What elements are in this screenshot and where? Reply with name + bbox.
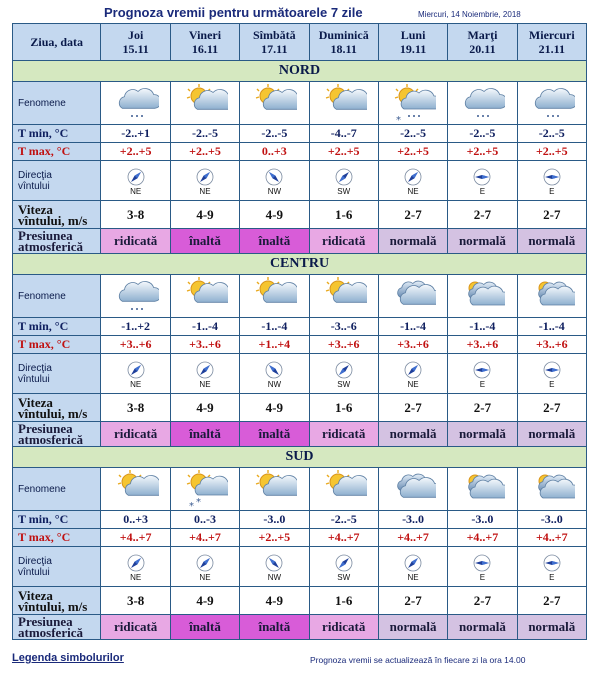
wind-direction-value: E	[549, 186, 555, 196]
tmax-value: +2..+5	[309, 143, 378, 161]
wind-direction-value: SW	[337, 186, 351, 196]
update-note: Prognoza vremii se actualizează în fiecare zi la ora 14.00	[310, 655, 526, 665]
wind-speed-value: 2-7	[448, 394, 517, 422]
svg-text:*: *	[195, 497, 201, 508]
wind-speed-value: 2-7	[517, 394, 586, 422]
row-label-cell	[13, 161, 101, 201]
wind-direction-value: NE	[407, 379, 419, 389]
compass-icon	[310, 361, 378, 379]
compass-icon	[448, 361, 516, 379]
region-title: CENTRU	[13, 254, 587, 275]
wind-direction-value: NE	[130, 572, 142, 582]
region-title: NORD	[13, 61, 587, 82]
pressure-value: înaltă	[170, 615, 239, 640]
day-date: 21.11	[538, 42, 565, 56]
row-label: T min, °C	[18, 319, 69, 333]
day-name: Marţi	[467, 28, 498, 42]
pressure-value: înaltă	[170, 422, 239, 447]
svg-text:*: *	[188, 501, 194, 509]
row-label: Viteza	[18, 394, 53, 410]
wind-direction-value: NW	[267, 186, 282, 196]
row-label-cell	[13, 318, 101, 336]
row-label: vîntului	[18, 566, 50, 578]
overcast-icon	[378, 275, 447, 318]
day-header	[101, 24, 170, 61]
issue-date: Miercuri, 14 Noiembrie, 2018	[418, 10, 521, 19]
tmin-value: -2..-5	[517, 125, 586, 143]
wind-direction-cell	[170, 547, 239, 587]
compass-icon	[379, 361, 447, 379]
day-header	[309, 24, 378, 61]
compass-icon	[240, 361, 308, 379]
wind-direction-cell	[378, 354, 447, 394]
header-row	[13, 24, 587, 61]
cloud-rain-icon	[101, 82, 170, 125]
row-label: atmosferică	[18, 432, 83, 447]
cloud-snow-rain-icon	[378, 82, 447, 125]
row-label-cell	[13, 336, 101, 354]
overcast-icon	[378, 468, 447, 511]
wind-direction-value: NE	[199, 379, 211, 389]
row-label-cell	[13, 529, 101, 547]
overcast-sun-icon	[448, 468, 517, 511]
row-label: Direcţia	[18, 555, 52, 567]
pressure-value: normală	[517, 229, 586, 254]
pressure-value: ridicată	[309, 615, 378, 640]
tmin-value: -2..-5	[378, 125, 447, 143]
wind-direction-value: NE	[199, 572, 211, 582]
tmax-value: +4..+7	[517, 529, 586, 547]
row-label: atmosferică	[18, 239, 83, 254]
compass-icon	[101, 554, 169, 572]
row-label: Direcţia	[18, 362, 52, 374]
cloudy-sun-icon	[309, 468, 378, 511]
overcast-sun-icon	[448, 275, 517, 318]
wind-speed-value: 1-6	[309, 394, 378, 422]
cloudy-sun-icon	[309, 275, 378, 318]
pressure-value: normală	[517, 422, 586, 447]
wind-direction-cell	[170, 161, 239, 201]
region-row-nord	[13, 61, 587, 82]
cloud-rain-icon	[517, 82, 586, 125]
day-name: Sîmbătă	[253, 28, 296, 42]
row-label: Fenomene	[18, 290, 66, 302]
wind-direction-cell	[448, 547, 517, 587]
wind-speed-value: 4-9	[240, 201, 309, 229]
tmin-value: -1..-4	[448, 318, 517, 336]
row-label: T min, °C	[18, 126, 69, 140]
tmax-value: +4..+7	[378, 529, 447, 547]
pressure-value: normală	[378, 615, 447, 640]
tmin-value: -1..-4	[378, 318, 447, 336]
tmax-value: +1..+4	[240, 336, 309, 354]
wind-direction-value: NE	[130, 186, 142, 196]
row-label: vîntului, m/s	[18, 405, 88, 421]
row-tmax	[13, 529, 587, 547]
cloudy-sun-icon	[170, 275, 239, 318]
compass-icon	[171, 361, 239, 379]
row-label: Viteza	[18, 587, 53, 603]
compass-icon	[518, 168, 586, 186]
tmin-value: -2..-5	[170, 125, 239, 143]
cloud-rain-icon	[448, 82, 517, 125]
wind-speed-value: 1-6	[309, 587, 378, 615]
tmin-value: 0..-3	[170, 511, 239, 529]
wind-speed-value: 2-7	[448, 201, 517, 229]
wind-speed-value: 2-7	[378, 394, 447, 422]
tmax-value: +2..+5	[448, 143, 517, 161]
cloud-snow-icon	[170, 468, 239, 511]
tmin-value: -1..-4	[517, 318, 586, 336]
compass-icon	[101, 168, 169, 186]
wind-direction-cell	[101, 161, 170, 201]
tmin-value: -3..0	[378, 511, 447, 529]
wind-direction-value: SW	[337, 379, 351, 389]
day-name: Duminică	[318, 28, 369, 42]
pressure-value: normală	[448, 615, 517, 640]
header-label-cell	[13, 24, 101, 61]
row-tmin	[13, 318, 587, 336]
row-label: Presiunea	[18, 228, 73, 243]
pressure-value: ridicată	[101, 422, 170, 447]
pressure-value: ridicată	[309, 422, 378, 447]
tmax-value: +2..+5	[517, 143, 586, 161]
wind-direction-value: E	[479, 186, 486, 196]
wind-direction-value: NW	[267, 379, 282, 389]
day-date: 18.11	[330, 42, 357, 56]
tmax-value: +2..+5	[101, 143, 170, 161]
cloudy-sun-icon	[240, 468, 309, 511]
pressure-value: normală	[448, 422, 517, 447]
wind-speed-value: 2-7	[378, 201, 447, 229]
row-tmax	[13, 336, 587, 354]
row-label: T max, °C	[18, 337, 71, 351]
wind-speed-value: 4-9	[170, 394, 239, 422]
pressure-value: înaltă	[240, 229, 309, 254]
wind-direction-cell	[240, 354, 309, 394]
tmax-value: +4..+7	[448, 529, 517, 547]
row-label-cell	[13, 201, 101, 229]
row-label-cell	[13, 354, 101, 394]
row-label: T max, °C	[18, 530, 71, 544]
tmin-value: -1..+2	[101, 318, 170, 336]
row-pressure	[13, 422, 587, 447]
wind-direction-cell	[517, 354, 586, 394]
tmax-value: +3..+6	[170, 336, 239, 354]
wind-direction-cell	[448, 161, 517, 201]
row-label-cell	[13, 143, 101, 161]
wind-direction-value: E	[479, 379, 486, 389]
row-label-cell	[13, 547, 101, 587]
row-label: vîntului	[18, 373, 50, 385]
wind-direction-cell	[378, 547, 447, 587]
day-header	[240, 24, 309, 61]
row-label-cell	[13, 615, 101, 640]
tmin-value: -2..-5	[240, 125, 309, 143]
tmin-value: -4..-7	[309, 125, 378, 143]
day-date: 17.11	[261, 42, 288, 56]
wind-speed-value: 2-7	[517, 587, 586, 615]
tmax-value: +4..+7	[170, 529, 239, 547]
wind-speed-value: 4-9	[240, 394, 309, 422]
svg-text:*: *	[396, 115, 402, 123]
compass-icon	[448, 554, 516, 572]
wind-direction-cell	[101, 547, 170, 587]
day-date: 19.11	[399, 42, 427, 56]
tmin-value: -2..-5	[309, 511, 378, 529]
wind-direction-cell	[240, 161, 309, 201]
row-label-cell	[13, 422, 101, 447]
tmin-value: -3..0	[240, 511, 309, 529]
row-wind-speed	[13, 201, 587, 229]
row-label: Direcţia	[18, 169, 52, 181]
wind-direction-value: E	[549, 379, 555, 389]
cloudy-sun-icon	[240, 275, 309, 318]
day-header	[378, 24, 447, 61]
region-title: SUD	[13, 447, 587, 468]
wind-direction-value: E	[479, 572, 486, 582]
row-label: atmosferică	[18, 625, 83, 640]
compass-icon	[171, 168, 239, 186]
row-pressure	[13, 229, 587, 254]
day-header	[448, 24, 517, 61]
wind-speed-value: 2-7	[517, 201, 586, 229]
pressure-value: înaltă	[170, 229, 239, 254]
region-row-sud	[13, 447, 587, 468]
tmin-value: -1..-4	[240, 318, 309, 336]
tmax-value: +2..+5	[170, 143, 239, 161]
wind-direction-value: NE	[130, 379, 142, 389]
pressure-value: normală	[517, 615, 586, 640]
overcast-sun-icon	[517, 275, 586, 318]
wind-direction-cell	[448, 354, 517, 394]
row-label: Fenomene	[18, 483, 66, 495]
row-label: T max, °C	[18, 144, 71, 158]
day-name: Miercuri	[528, 28, 575, 42]
wind-direction-value: E	[549, 572, 555, 582]
forecast-table	[12, 23, 587, 640]
row-wind-speed	[13, 587, 587, 615]
pressure-value: normală	[378, 229, 447, 254]
tmax-value: +3..+6	[448, 336, 517, 354]
wind-direction-cell	[517, 547, 586, 587]
cloudy-sun-icon	[309, 82, 378, 125]
compass-icon	[171, 554, 239, 572]
row-label-cell	[13, 511, 101, 529]
wind-speed-value: 3-8	[101, 587, 170, 615]
compass-icon	[310, 554, 378, 572]
pressure-value: normală	[378, 422, 447, 447]
wind-direction-value: SW	[337, 572, 351, 582]
wind-direction-cell	[309, 547, 378, 587]
tmin-value: 0..+3	[101, 511, 170, 529]
tmax-value: +4..+7	[309, 529, 378, 547]
compass-icon	[518, 361, 586, 379]
wind-direction-value: NE	[407, 572, 419, 582]
tmax-value: +2..+5	[240, 529, 309, 547]
pressure-value: ridicată	[101, 615, 170, 640]
row-label-cell	[13, 394, 101, 422]
compass-icon	[518, 554, 586, 572]
cloud-rain-icon	[101, 275, 170, 318]
wind-direction-cell	[309, 161, 378, 201]
cloudy-sun-icon	[240, 82, 309, 125]
wind-speed-value: 1-6	[309, 201, 378, 229]
header-label: Ziua, data	[30, 34, 84, 49]
row-fenomene	[13, 275, 587, 318]
day-name: Luni	[400, 28, 426, 42]
row-label: vîntului, m/s	[18, 598, 88, 614]
pressure-value: normală	[448, 229, 517, 254]
tmax-value: +2..+5	[378, 143, 447, 161]
row-wind-speed	[13, 394, 587, 422]
region-row-centru	[13, 254, 587, 275]
compass-icon	[379, 554, 447, 572]
day-date: 15.11	[122, 42, 149, 56]
row-label: Viteza	[18, 201, 53, 217]
pressure-value: ridicată	[101, 229, 170, 254]
row-fenomene	[13, 468, 587, 511]
row-tmin	[13, 511, 587, 529]
wind-direction-cell	[240, 547, 309, 587]
day-name: Joi	[127, 28, 144, 42]
wind-speed-value: 4-9	[240, 587, 309, 615]
pressure-value: ridicată	[309, 229, 378, 254]
row-label: vîntului	[18, 180, 50, 192]
tmin-value: -1..-4	[170, 318, 239, 336]
tmin-value: -2..+1	[101, 125, 170, 143]
wind-direction-cell	[101, 354, 170, 394]
row-wind-direction	[13, 161, 587, 201]
page-title: Prognoza vremii pentru următoarele 7 zile	[104, 5, 363, 20]
wind-speed-value: 3-8	[101, 394, 170, 422]
overcast-sun-icon	[517, 468, 586, 511]
row-wind-direction	[13, 354, 587, 394]
tmin-value: -3..-6	[309, 318, 378, 336]
tmax-value: 0..+3	[240, 143, 309, 161]
row-tmax	[13, 143, 587, 161]
tmin-value: -3..0	[448, 511, 517, 529]
row-label: vîntului, m/s	[18, 212, 88, 228]
row-label-cell	[13, 275, 101, 318]
wind-speed-value: 2-7	[448, 587, 517, 615]
wind-direction-cell	[309, 354, 378, 394]
tmax-value: +3..+6	[309, 336, 378, 354]
row-label-cell	[13, 125, 101, 143]
row-label: Fenomene	[18, 97, 66, 109]
cloudy-sun-icon	[101, 468, 170, 511]
row-fenomene	[13, 82, 587, 125]
row-tmin	[13, 125, 587, 143]
day-header	[517, 24, 586, 61]
row-label: Presiunea	[18, 421, 73, 436]
compass-icon	[310, 168, 378, 186]
legend-link[interactable]: Legenda simbolurilor	[12, 652, 124, 664]
wind-speed-value: 3-8	[101, 201, 170, 229]
wind-speed-value: 2-7	[378, 587, 447, 615]
day-header	[170, 24, 239, 61]
tmax-value: +3..+6	[517, 336, 586, 354]
pressure-value: înaltă	[240, 615, 309, 640]
row-wind-direction	[13, 547, 587, 587]
compass-icon	[379, 168, 447, 186]
wind-direction-value: NE	[199, 186, 211, 196]
wind-direction-cell	[170, 354, 239, 394]
day-date: 16.11	[191, 42, 219, 56]
row-label: Presiunea	[18, 614, 73, 629]
row-label-cell	[13, 229, 101, 254]
wind-direction-cell	[378, 161, 447, 201]
row-label: T min, °C	[18, 512, 69, 526]
row-label-cell	[13, 82, 101, 125]
compass-icon	[240, 168, 308, 186]
row-label-cell	[13, 468, 101, 511]
wind-speed-value: 4-9	[170, 201, 239, 229]
tmax-value: +4..+7	[101, 529, 170, 547]
wind-direction-value: NW	[267, 572, 282, 582]
wind-speed-value: 4-9	[170, 587, 239, 615]
tmax-value: +3..+6	[378, 336, 447, 354]
pressure-value: înaltă	[240, 422, 309, 447]
compass-icon	[240, 554, 308, 572]
cloudy-sun-icon	[170, 82, 239, 125]
wind-direction-value: NE	[407, 186, 419, 196]
row-pressure	[13, 615, 587, 640]
compass-icon	[101, 361, 169, 379]
tmax-value: +3..+6	[101, 336, 170, 354]
compass-icon	[448, 168, 516, 186]
tmin-value: -3..0	[517, 511, 586, 529]
tmin-value: -2..-5	[448, 125, 517, 143]
wind-direction-cell	[517, 161, 586, 201]
day-date: 20.11	[469, 42, 496, 56]
day-name: Vineri	[188, 28, 222, 42]
row-label-cell	[13, 587, 101, 615]
